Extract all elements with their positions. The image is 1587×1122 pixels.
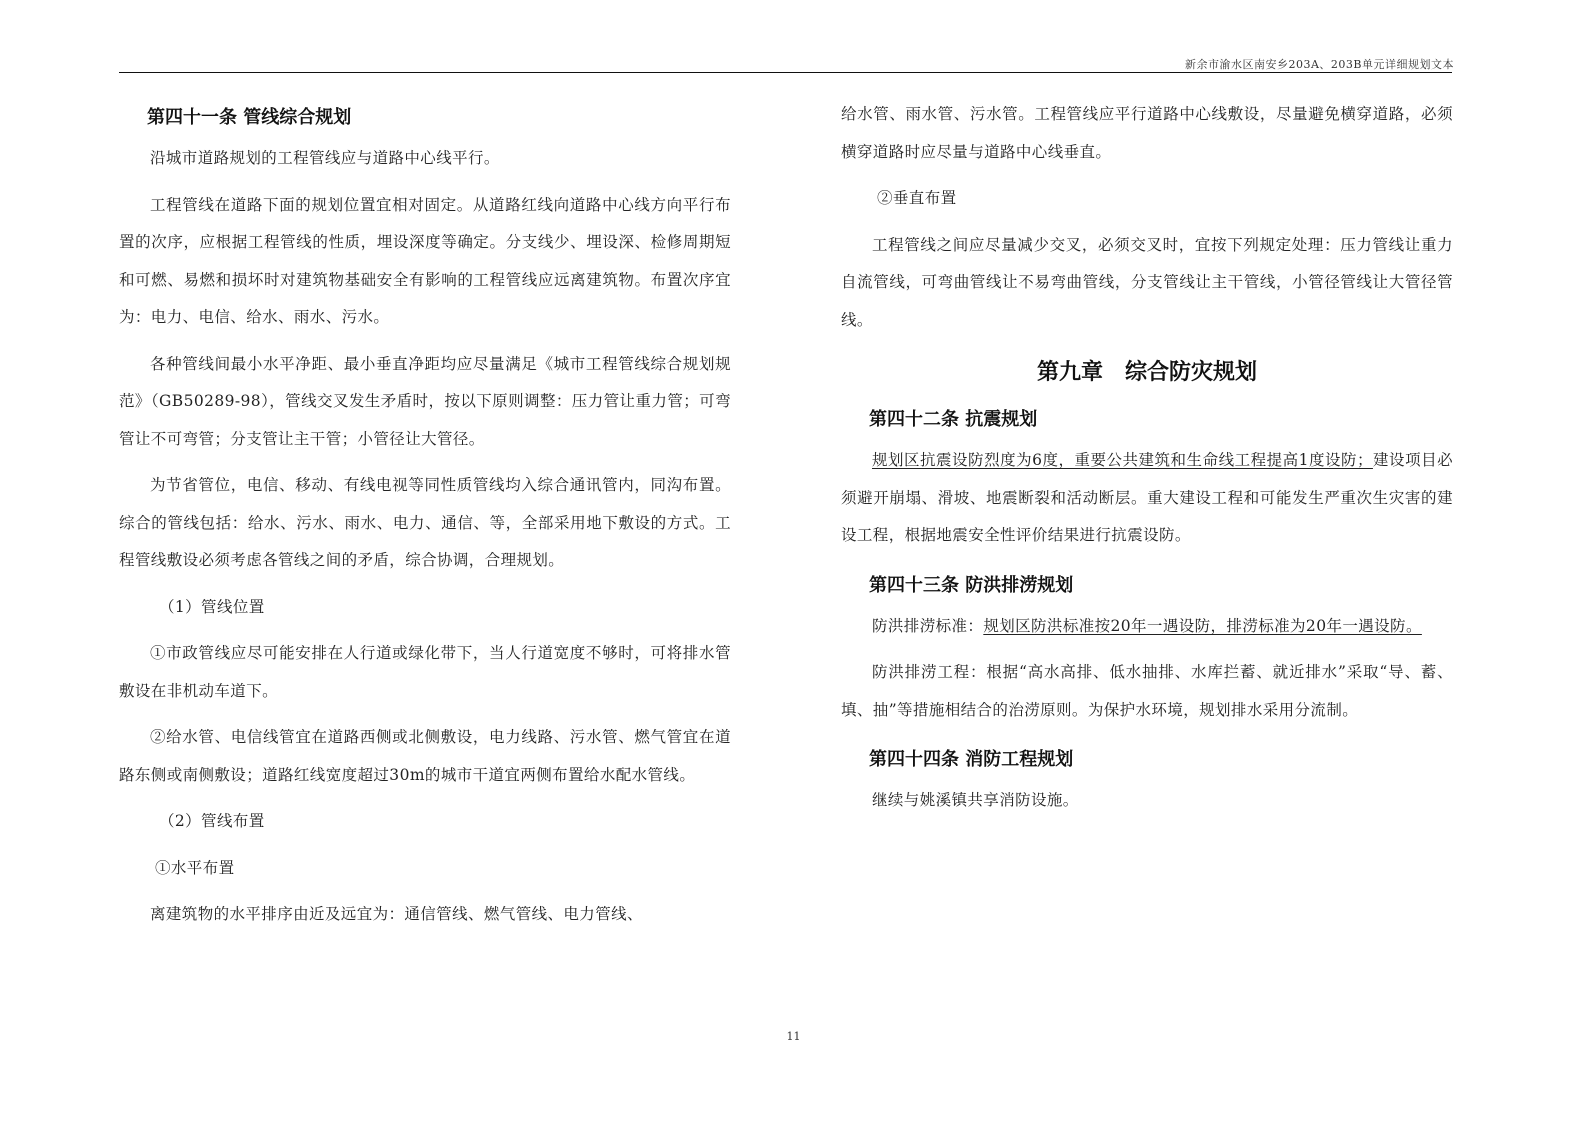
subsection-heading: ①水平布置: [155, 858, 235, 877]
paragraph: [841, 442, 1453, 555]
paragraph: ②给水管、电信线管宜在道路西侧或北侧敷设，电力线路、污水管、燃气管宜在道路东侧或南侧敷设；道路红线宽度超过30m的城市干道宜两侧布置给水配水管线。: [119, 728, 731, 784]
article-44-heading: 第四十四条 消防工程规划: [869, 749, 1074, 770]
paragraph: [841, 608, 1453, 646]
underlined-text: 规划区抗震设防烈度为6度，重要公共建筑和生命线工程提高1度设防；: [872, 451, 1373, 469]
right-column: [841, 96, 1453, 829]
subsection-heading: ②垂直布置: [877, 189, 957, 207]
document-title: 新余市渝水区南安乡203A、203B单元详细规划文本: [1184, 58, 1454, 71]
paragraph: ①市政管线应尽可能安排在人行道或绿化带下，当人行道宽度不够时，可将排水管敷设在非机动车道下。: [119, 644, 731, 700]
chapter-9-heading: 第九章 综合防灾规划: [1036, 360, 1257, 385]
paragraph: 离建筑物的水平排序由近及远宜为：通信管线、燃气管线、电力管线、: [150, 905, 643, 923]
subsection-heading: （1）管线位置: [159, 597, 265, 616]
paragraph-text: 防洪排涝标准：: [872, 616, 984, 635]
article-42-heading: 第四十二条 抗震规划: [869, 409, 1038, 430]
paragraph: 工程管线在道路下面的规划位置宜相对固定。从道路红线向道路中心线方向平行布置的次序，应根据工程管线的性质，埋设深度等确定。分支线少、埋设深、检修周期短和可燃、易燃和损坏时对建筑物基础安全有影响的工程管线应远离建筑物。布置次序宜为：电力、电信、给水、雨水、污水。: [119, 195, 731, 326]
header-divider: [119, 72, 1452, 73]
paragraph: 给水管、雨水管、污水管。工程管线应平行道路中心线敷设，尽量避免横穿道路，必须横穿道路时应尽量与道路中心线垂直。: [841, 105, 1453, 161]
paragraph-text: 建设项目必须避开崩塌、滑坡、地震断裂和活动断层。重大建设工程和可能发生严重次生灾害的建设工程，根据地震安全性评价结果进行抗震设防。: [841, 451, 1453, 544]
paragraph: 防洪排涝工程：根据“高水高排、低水抽排、水库拦蓄、就近排水”采取“导、蓄、填、抽”等措施相结合的治涝原则。为保护水环境，规划排水采用分流制。: [841, 663, 1453, 719]
page-number: 11: [786, 1030, 801, 1043]
paragraph: 为节省管位，电信、移动、有线电视等同性质管线均入综合通讯管内，同沟布置。综合的管线包括：给水、污水、雨水、电力、通信、等，全部采用地下敷设的方式。工程管线敷设必须考虑各管线之间的矛盾，综合协调，合理规划。: [119, 476, 731, 569]
left-column: [119, 96, 731, 943]
underlined-text: 规划区防洪标准按20年一遇设防，排涝标准为20年一遇设防。: [983, 616, 1422, 635]
article-41-heading: 第四十一条 管线综合规划: [147, 107, 352, 128]
paragraph: 各种管线间最小水平净距、最小垂直净距均应尽量满足《城市工程管线综合规划规范》（GB50289-98），管线交叉发生矛盾时，按以下原则调整：压力管让重力管；可弯管让不可弯管；分支管让主干管；小管径让大管径。: [119, 354, 731, 448]
article-43-heading: 第四十三条 防洪排涝规划: [869, 574, 1074, 596]
subsection-heading: （2）管线布置: [159, 812, 265, 830]
paragraph: 继续与姚溪镇共享消防设施。: [872, 791, 1079, 809]
paragraph: 沿城市道路规划的工程管线应与道路中心线平行。: [150, 149, 500, 167]
paragraph: 工程管线之间应尽量减少交叉，必须交叉时，宜按下列规定处理：压力管线让重力自流管线，可弯曲管线让不易弯曲管线，分支管线让主干管线，小管径管线让大管径管线。: [841, 235, 1453, 329]
